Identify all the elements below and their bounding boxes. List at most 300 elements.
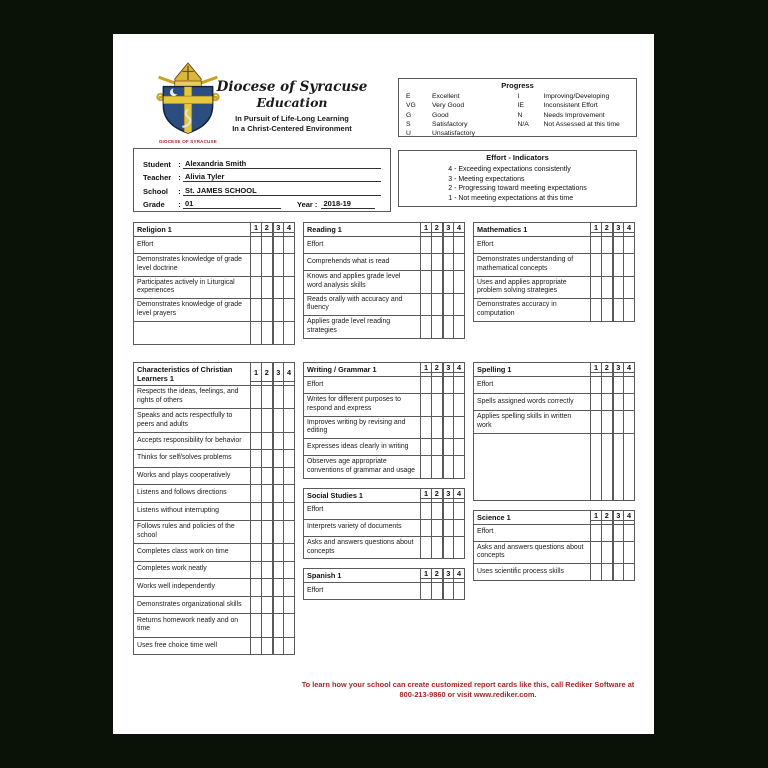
score-column-header: 2	[602, 223, 613, 233]
score-cell	[262, 409, 273, 432]
score-cell	[613, 411, 624, 434]
score-cell	[273, 614, 284, 637]
progress-label: Needs Improvement	[543, 111, 605, 119]
table-row-label: Improves writing by revising and editing	[304, 416, 421, 439]
score-cell	[432, 536, 443, 559]
score-cell	[443, 502, 454, 519]
score-column-header: 1	[591, 223, 602, 233]
table-row-label: Completes work neatly	[134, 561, 251, 579]
score-cell	[613, 237, 624, 254]
table-column	[473, 362, 635, 581]
table-row	[134, 254, 295, 277]
score-cell	[443, 254, 454, 271]
score-cell	[262, 579, 273, 597]
score-cell	[262, 503, 273, 521]
score-cell	[443, 271, 454, 294]
table-row-label: Spells assigned words correctly	[474, 394, 591, 411]
table-row-label: Thinks for self/solves problems	[134, 450, 251, 468]
table-characteristics	[133, 362, 295, 649]
progress-code: I	[517, 93, 520, 100]
score-cell	[602, 254, 613, 277]
table-column	[303, 362, 465, 600]
score-cell	[454, 254, 465, 271]
score-cell	[262, 432, 273, 450]
score-cell	[273, 409, 284, 432]
score-cell	[251, 467, 262, 485]
table-row	[304, 293, 465, 316]
table-row	[474, 377, 635, 394]
progress-legend-left	[406, 92, 518, 138]
score-cell	[421, 583, 432, 600]
score-cell	[251, 276, 262, 299]
year-value: 2018-19	[321, 199, 375, 209]
score-cell	[454, 271, 465, 294]
student-field-label: Teacher	[143, 173, 172, 182]
effort-indicator-item: 3 - Meeting expectations	[448, 175, 525, 183]
score-cell	[284, 450, 295, 468]
table-row-label: Interprets variety of documents	[304, 519, 421, 536]
score-cell	[443, 439, 454, 456]
score-column-header: 2	[432, 569, 443, 579]
progress-label: Inconsistent Effort	[543, 102, 598, 110]
table-row	[134, 520, 295, 543]
score-cell	[273, 561, 284, 579]
table-row-label: Effort	[304, 583, 421, 600]
table-row	[134, 637, 295, 655]
score-cell	[262, 299, 273, 322]
score-cell	[421, 519, 432, 536]
student-field-row	[143, 155, 381, 169]
score-cell	[624, 524, 635, 541]
progress-label: Good	[432, 111, 449, 119]
progress-legend-row	[406, 92, 518, 101]
score-cell	[284, 467, 295, 485]
score-cell	[251, 485, 262, 503]
table-row-label: Applies grade level reading strategies	[304, 316, 421, 339]
progress-label: Satisfactory	[432, 120, 468, 128]
score-cell	[443, 394, 454, 417]
table-row-label: Listens without interrupting	[134, 503, 251, 521]
table-row	[304, 316, 465, 339]
score-cell	[602, 377, 613, 394]
effort-indicators-list	[448, 165, 587, 203]
score-cell	[251, 614, 262, 637]
table-row-label: Listens and follows directions	[134, 485, 251, 503]
score-column-header: 3	[443, 488, 454, 498]
score-cell	[273, 543, 284, 561]
score-cell	[432, 237, 443, 254]
score-column-header: 2	[432, 488, 443, 498]
table-row-label: Demonstrates organizational skills	[134, 596, 251, 614]
table-title: Religion 1	[134, 223, 251, 237]
rediker-footer-text: To learn how your school can create customized report cards like this, call Rediker Software at 800-213-9860 or visit www.rediker.com.	[301, 680, 635, 699]
table-spanish	[303, 568, 465, 600]
table-row	[134, 299, 295, 322]
table-row	[134, 386, 295, 409]
score-cell	[443, 583, 454, 600]
score-cell	[262, 386, 273, 409]
table-header-row	[304, 569, 465, 579]
table-row-label: Effort	[134, 237, 251, 254]
score-cell	[273, 579, 284, 597]
table-row	[134, 409, 295, 432]
table-row	[134, 432, 295, 450]
table-row	[304, 536, 465, 559]
score-column-header: 1	[251, 363, 262, 382]
score-cell	[624, 541, 635, 564]
score-cell	[432, 377, 443, 394]
score-column-header: 1	[591, 510, 602, 520]
score-cell	[251, 579, 262, 597]
score-cell	[602, 237, 613, 254]
score-cell	[613, 299, 624, 322]
score-column-header: 3	[443, 363, 454, 373]
score-column-header: 1	[421, 363, 432, 373]
score-cell	[284, 409, 295, 432]
score-cell	[273, 386, 284, 409]
table-title: Spanish 1	[304, 569, 421, 583]
score-cell	[454, 394, 465, 417]
table-writing	[303, 362, 465, 479]
score-cell	[284, 543, 295, 561]
score-cell	[273, 321, 284, 344]
table-row	[304, 439, 465, 456]
table-row-label: Demonstrates accuracy in computation	[474, 299, 591, 322]
table-row	[134, 467, 295, 485]
score-cell	[613, 524, 624, 541]
score-cell	[284, 596, 295, 614]
score-cell	[591, 433, 602, 500]
score-cell	[421, 377, 432, 394]
score-cell	[284, 276, 295, 299]
score-cell	[432, 394, 443, 417]
progress-code: VG	[406, 102, 416, 110]
table-header-row	[474, 363, 635, 373]
table-column	[133, 362, 295, 649]
score-column-header: 2	[262, 363, 273, 382]
score-cell	[251, 561, 262, 579]
table-header-row	[304, 488, 465, 498]
score-cell	[454, 293, 465, 316]
score-cell	[262, 543, 273, 561]
score-cell	[624, 433, 635, 500]
score-cell	[421, 394, 432, 417]
score-column-header: 4	[284, 363, 295, 382]
student-field-label: Student	[143, 159, 171, 169]
table-row-label: Expresses ideas clearly in writing	[304, 439, 421, 456]
year-label: Year :	[297, 200, 318, 209]
effort-indicators-box	[398, 150, 637, 207]
score-cell	[624, 276, 635, 299]
document-title-block	[203, 80, 381, 133]
score-cell	[262, 254, 273, 277]
score-cell	[284, 561, 295, 579]
score-column-header: 4	[454, 488, 465, 498]
score-cell	[454, 377, 465, 394]
score-cell	[613, 276, 624, 299]
table-title: Mathematics 1	[474, 223, 591, 237]
student-field-colon: :	[178, 200, 181, 209]
table-header-row	[474, 223, 635, 233]
score-cell	[613, 394, 624, 411]
score-cell	[284, 299, 295, 322]
table-title: Writing / Grammar 1	[304, 363, 421, 377]
score-cell	[262, 614, 273, 637]
progress-legend-row	[518, 111, 630, 120]
score-cell	[273, 485, 284, 503]
table-row	[474, 394, 635, 411]
table-filler-row	[134, 321, 295, 344]
score-cell	[273, 467, 284, 485]
table-row	[304, 416, 465, 439]
score-cell	[602, 276, 613, 299]
table-row-label: Applies spelling skills in written work	[474, 411, 591, 434]
score-cell	[454, 237, 465, 254]
score-cell	[251, 596, 262, 614]
score-cell	[602, 411, 613, 434]
table-title: Social Studies 1	[304, 488, 421, 502]
table-row	[134, 450, 295, 468]
score-cell	[591, 299, 602, 322]
score-cell	[273, 520, 284, 543]
table-row	[474, 254, 635, 277]
student-field-value: St. JAMES SCHOOL	[183, 186, 381, 196]
score-cell	[421, 254, 432, 271]
score-cell	[262, 276, 273, 299]
score-cell	[251, 503, 262, 521]
score-cell	[591, 541, 602, 564]
score-cell	[284, 614, 295, 637]
table-row	[304, 519, 465, 536]
table-filler-label	[134, 321, 251, 344]
table-title: Reading 1	[304, 223, 421, 237]
score-cell	[284, 386, 295, 409]
score-cell	[262, 561, 273, 579]
student-field-colon: :	[178, 173, 181, 182]
score-cell	[421, 456, 432, 479]
progress-legend-title: Progress	[501, 81, 534, 90]
student-field-row	[143, 182, 381, 196]
progress-legend-box	[398, 78, 637, 137]
table-row-label: Effort	[474, 237, 591, 254]
score-cell	[284, 520, 295, 543]
score-cell	[624, 237, 635, 254]
student-field-value: 01	[183, 199, 281, 209]
table-row-label: Respects the ideas, feelings, and rights of others	[134, 386, 251, 409]
score-cell	[443, 416, 454, 439]
score-cell	[432, 439, 443, 456]
score-cell	[262, 637, 273, 655]
score-cell	[591, 237, 602, 254]
score-cell	[443, 536, 454, 559]
score-cell	[432, 456, 443, 479]
score-cell	[613, 377, 624, 394]
score-cell	[251, 543, 262, 561]
table-column	[303, 222, 465, 339]
table-row	[304, 394, 465, 417]
score-cell	[591, 564, 602, 581]
table-row-label: Follows rules and policies of the school	[134, 520, 251, 543]
table-row-label: Effort	[474, 377, 591, 394]
effort-indicator-item: 2 - Progressing toward meeting expectations	[448, 185, 587, 193]
score-cell	[602, 299, 613, 322]
table-filler-row	[474, 433, 635, 500]
table-title: Spelling 1	[474, 363, 591, 377]
table-row-label: Writes for different purposes to respond and express	[304, 394, 421, 417]
score-cell	[251, 637, 262, 655]
table-row	[474, 276, 635, 299]
score-column-header: 4	[624, 223, 635, 233]
progress-legend-right	[518, 92, 630, 138]
score-cell	[443, 519, 454, 536]
effort-indicator-item: 4 - Exceeding expectations consistently	[448, 166, 571, 173]
table-row-label: Reads orally with accuracy and fluency	[304, 293, 421, 316]
effort-indicators-title: Effort - Indicators	[486, 153, 549, 162]
score-cell	[284, 237, 295, 254]
score-cell	[262, 450, 273, 468]
score-cell	[613, 254, 624, 277]
student-field-label: Grade	[143, 200, 165, 209]
score-column-header: 3	[443, 223, 454, 233]
progress-legend-columns	[399, 90, 636, 138]
score-cell	[251, 237, 262, 254]
score-cell	[454, 316, 465, 339]
score-cell	[421, 439, 432, 456]
score-cell	[251, 432, 262, 450]
progress-code: S	[406, 120, 411, 128]
table-row-label: Effort	[304, 502, 421, 519]
score-column-header: 2	[602, 510, 613, 520]
score-cell	[273, 596, 284, 614]
score-cell	[251, 254, 262, 277]
table-row-label: Uses and applies appropriate problem solving strategies	[474, 276, 591, 299]
table-title: Characteristics of Christian Learners 1	[134, 363, 251, 386]
logo-caption: DIOCESE OF SYRACUSE	[159, 139, 217, 144]
subtitle-line1: In Pursuit of Life-Long Learning	[235, 114, 349, 123]
table-row	[134, 276, 295, 299]
score-cell	[454, 583, 465, 600]
score-column-header: 3	[273, 223, 284, 233]
score-column-header: 3	[613, 223, 624, 233]
score-cell	[262, 321, 273, 344]
score-cell	[454, 519, 465, 536]
table-row-label: Knows and applies grade level word analysis skills	[304, 271, 421, 294]
progress-code: N	[517, 111, 523, 119]
score-cell	[454, 536, 465, 559]
table-row-label: Asks and answers questions about concepts	[304, 536, 421, 559]
score-cell	[421, 271, 432, 294]
score-cell	[284, 503, 295, 521]
table-row-label: Uses free choice time well	[134, 637, 251, 655]
score-cell	[624, 564, 635, 581]
table-row-label: Demonstrates knowledge of grade level doctrine	[134, 254, 251, 277]
table-header-row	[134, 223, 295, 233]
table-header-row	[304, 363, 465, 373]
score-column-header: 3	[273, 363, 284, 382]
table-row	[304, 502, 465, 519]
table-row-label: Effort	[304, 377, 421, 394]
table-row-label: Works and plays cooperatively	[134, 467, 251, 485]
score-column-header: 2	[432, 363, 443, 373]
score-cell	[591, 411, 602, 434]
table-science	[473, 510, 635, 582]
score-cell	[624, 411, 635, 434]
table-header-row	[134, 363, 295, 382]
student-field-row	[143, 196, 381, 210]
table-row	[134, 614, 295, 637]
progress-legend-row	[406, 101, 518, 110]
table-row-label: Accepts responsibility for behavior	[134, 432, 251, 450]
title-line1: Diocese of Syracuse	[216, 79, 368, 95]
score-cell	[251, 520, 262, 543]
score-column-header: 2	[602, 363, 613, 373]
table-row	[134, 543, 295, 561]
table-column	[133, 222, 295, 345]
table-row	[304, 583, 465, 600]
table-reading	[303, 222, 465, 339]
score-cell	[443, 456, 454, 479]
score-cell	[602, 433, 613, 500]
progress-code: E	[406, 93, 411, 100]
table-row	[474, 541, 635, 564]
score-cell	[591, 254, 602, 277]
score-cell	[273, 637, 284, 655]
score-column-header: 3	[613, 363, 624, 373]
table-row-label: Comprehends what is read	[304, 254, 421, 271]
table-row	[134, 485, 295, 503]
score-cell	[432, 519, 443, 536]
table-row-label: Demonstrates understanding of mathematical concepts	[474, 254, 591, 277]
table-row	[304, 237, 465, 254]
table-row	[304, 456, 465, 479]
table-row-label: Works well independently	[134, 579, 251, 597]
score-cell	[454, 456, 465, 479]
score-cell	[251, 321, 262, 344]
table-social	[303, 488, 465, 560]
score-cell	[613, 433, 624, 500]
score-cell	[284, 485, 295, 503]
score-column-header: 4	[454, 223, 465, 233]
progress-label: Unsatisfactory	[432, 130, 476, 138]
score-cell	[421, 416, 432, 439]
score-cell	[432, 416, 443, 439]
progress-label: Very Good	[432, 102, 465, 110]
score-cell	[602, 394, 613, 411]
score-cell	[284, 579, 295, 597]
progress-label: Excellent	[432, 93, 460, 100]
table-filler-label	[474, 433, 591, 500]
score-cell	[454, 502, 465, 519]
score-cell	[273, 276, 284, 299]
effort-indicator-item: 1 - Not meeting expectations at this time	[448, 194, 574, 202]
score-cell	[421, 316, 432, 339]
score-cell	[443, 237, 454, 254]
table-row-label: Effort	[474, 524, 591, 541]
table-row-label: Uses scientific process skills	[474, 564, 591, 581]
score-column-header: 1	[421, 488, 432, 498]
table-religion	[133, 222, 295, 345]
score-cell	[273, 503, 284, 521]
score-cell	[273, 237, 284, 254]
table-row-label: Demonstrates knowledge of grade level prayers	[134, 299, 251, 322]
table-row	[474, 411, 635, 434]
score-cell	[443, 377, 454, 394]
table-row	[474, 237, 635, 254]
table-header-row	[304, 223, 465, 233]
score-cell	[432, 254, 443, 271]
progress-label: Improving/Developing	[543, 93, 610, 100]
progress-legend-row	[518, 101, 630, 110]
